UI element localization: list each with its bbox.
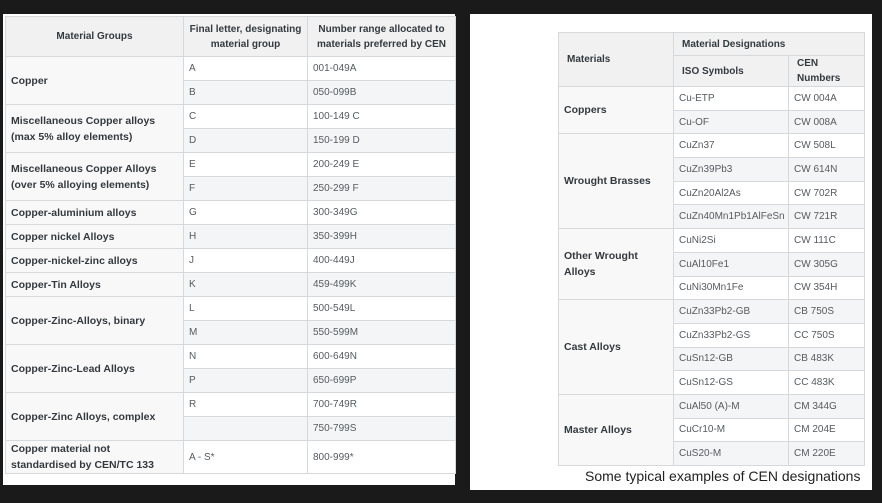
group-name-cell: Copper — [6, 57, 184, 105]
value-cell: CB 483K — [789, 347, 865, 371]
value-cell: CW 305G — [789, 252, 865, 276]
value-cell: CB 750S — [789, 300, 865, 324]
value-cell: 459-499K — [308, 273, 456, 297]
code-cell: CuAl10Fe1 — [674, 252, 789, 276]
code-cell: Cu-ETP — [674, 87, 789, 111]
value-cell: 700-749R — [308, 393, 456, 417]
value-cell: 650-699P — [308, 369, 456, 393]
value-cell: CW 721R — [789, 205, 865, 229]
group-name-cell: Copper-Zinc-Alloys, binary — [6, 297, 184, 345]
table-row — [6, 393, 456, 417]
table-row — [6, 105, 456, 129]
code-cell: N — [184, 345, 308, 369]
value-cell: 100-149 C — [308, 105, 456, 129]
header-material-designations: Material Designations — [674, 33, 865, 56]
value-cell: 001-049A — [308, 57, 456, 81]
code-cell: P — [184, 369, 308, 393]
group-name-cell: Copper-nickel-zinc alloys — [6, 249, 184, 273]
value-cell: 250-299 F — [308, 177, 456, 201]
header-final-letter: Final letter, designating material group — [184, 17, 308, 57]
group-name-cell: Miscellaneous Copper Alloys (over 5% alloying elements) — [6, 153, 184, 201]
value-cell: 400-449J — [308, 249, 456, 273]
code-cell: CuZn40Mn1Pb1AlFeSn — [674, 205, 789, 229]
cen-examples-panel — [470, 14, 872, 490]
table-row — [559, 87, 865, 111]
value-cell: CW 614N — [789, 158, 865, 182]
value-cell: CW 354H — [789, 276, 865, 300]
table-row — [6, 297, 456, 321]
value-cell: 300-349G — [308, 201, 456, 225]
group-name-cell: Wrought Brasses — [559, 134, 674, 229]
table-row — [6, 225, 456, 249]
value-cell: 150-199 D — [308, 129, 456, 153]
group-name-cell: Miscellaneous Copper alloys (max 5% alloy elements) — [6, 105, 184, 153]
table-row — [6, 273, 456, 297]
group-name-cell: Copper nickel Alloys — [6, 225, 184, 249]
value-cell: 750-799S — [308, 417, 456, 441]
header-number-range: Number range allocated to materials preferred by CEN — [308, 17, 456, 57]
code-cell: CuNi2Si — [674, 229, 789, 253]
group-name-cell: Master Alloys — [559, 394, 674, 465]
code-cell: A - S* — [184, 441, 308, 474]
value-cell: 200-249 E — [308, 153, 456, 177]
table-row — [6, 153, 456, 177]
table-row — [559, 229, 865, 253]
code-cell: J — [184, 249, 308, 273]
table-row — [6, 345, 456, 369]
value-cell: CW 004A — [789, 87, 865, 111]
material-groups-panel — [3, 14, 455, 485]
table-row — [6, 57, 456, 81]
value-cell: 500-549L — [308, 297, 456, 321]
code-cell: CuCr10-M — [674, 418, 789, 442]
code-cell: CuZn39Pb3 — [674, 158, 789, 182]
group-name-cell: Other Wrought Alloys — [559, 229, 674, 300]
code-cell: E — [184, 153, 308, 177]
header-cen-numbers: CEN Numbers — [789, 56, 865, 87]
code-cell: Cu-OF — [674, 110, 789, 134]
code-cell: CuZn20Al2As — [674, 181, 789, 205]
table-row — [559, 134, 865, 158]
cen-examples-table — [558, 32, 865, 466]
value-cell: CW 111C — [789, 229, 865, 253]
group-name-cell: Copper material not standardised by CEN/TC 133 — [6, 441, 184, 474]
code-cell: H — [184, 225, 308, 249]
code-cell: CuS20-M — [674, 442, 789, 466]
code-cell: K — [184, 273, 308, 297]
header-material-groups: Material Groups — [6, 17, 184, 57]
code-cell: M — [184, 321, 308, 345]
value-cell: 550-599M — [308, 321, 456, 345]
code-cell: CuZn33Pb2-GB — [674, 300, 789, 324]
table-row — [559, 300, 865, 324]
table-row — [6, 249, 456, 273]
value-cell: CM 220E — [789, 442, 865, 466]
group-name-cell: Copper-Tin Alloys — [6, 273, 184, 297]
code-cell: D — [184, 129, 308, 153]
group-name-cell: Cast Alloys — [559, 300, 674, 395]
code-cell: B — [184, 81, 308, 105]
value-cell: 350-399H — [308, 225, 456, 249]
material-groups-table — [5, 16, 456, 474]
group-name-cell: Copper-aluminium alloys — [6, 201, 184, 225]
code-cell: A — [184, 57, 308, 81]
value-cell: 600-649N — [308, 345, 456, 369]
value-cell: 050-099B — [308, 81, 456, 105]
header-iso-symbols: ISO Symbols — [674, 56, 789, 87]
header-materials: Materials — [559, 33, 674, 87]
group-name-cell: Coppers — [559, 87, 674, 134]
value-cell: CC 750S — [789, 323, 865, 347]
value-cell: CM 204E — [789, 418, 865, 442]
table-row — [559, 394, 865, 418]
code-cell: CuSn12-GB — [674, 347, 789, 371]
value-cell: CM 344G — [789, 394, 865, 418]
code-cell: R — [184, 393, 308, 417]
code-cell — [184, 417, 308, 441]
value-cell: CW 702R — [789, 181, 865, 205]
code-cell: L — [184, 297, 308, 321]
value-cell: CW 508L — [789, 134, 865, 158]
group-name-cell: Copper-Zinc Alloys, complex — [6, 393, 184, 441]
code-cell: F — [184, 177, 308, 201]
code-cell: CuZn33Pb2-GS — [674, 323, 789, 347]
table-row — [6, 441, 456, 474]
figure-caption: Some typical examples of CEN designations — [585, 468, 861, 484]
code-cell: CuSn12-GS — [674, 371, 789, 395]
value-cell: CW 008A — [789, 110, 865, 134]
group-name-cell: Copper-Zinc-Lead Alloys — [6, 345, 184, 393]
code-cell: G — [184, 201, 308, 225]
code-cell: CuAl50 (A)-M — [674, 394, 789, 418]
table-row — [6, 201, 456, 225]
value-cell: CC 483K — [789, 371, 865, 395]
code-cell: CuZn37 — [674, 134, 789, 158]
value-cell: 800-999* — [308, 441, 456, 474]
code-cell: CuNi30Mn1Fe — [674, 276, 789, 300]
code-cell: C — [184, 105, 308, 129]
